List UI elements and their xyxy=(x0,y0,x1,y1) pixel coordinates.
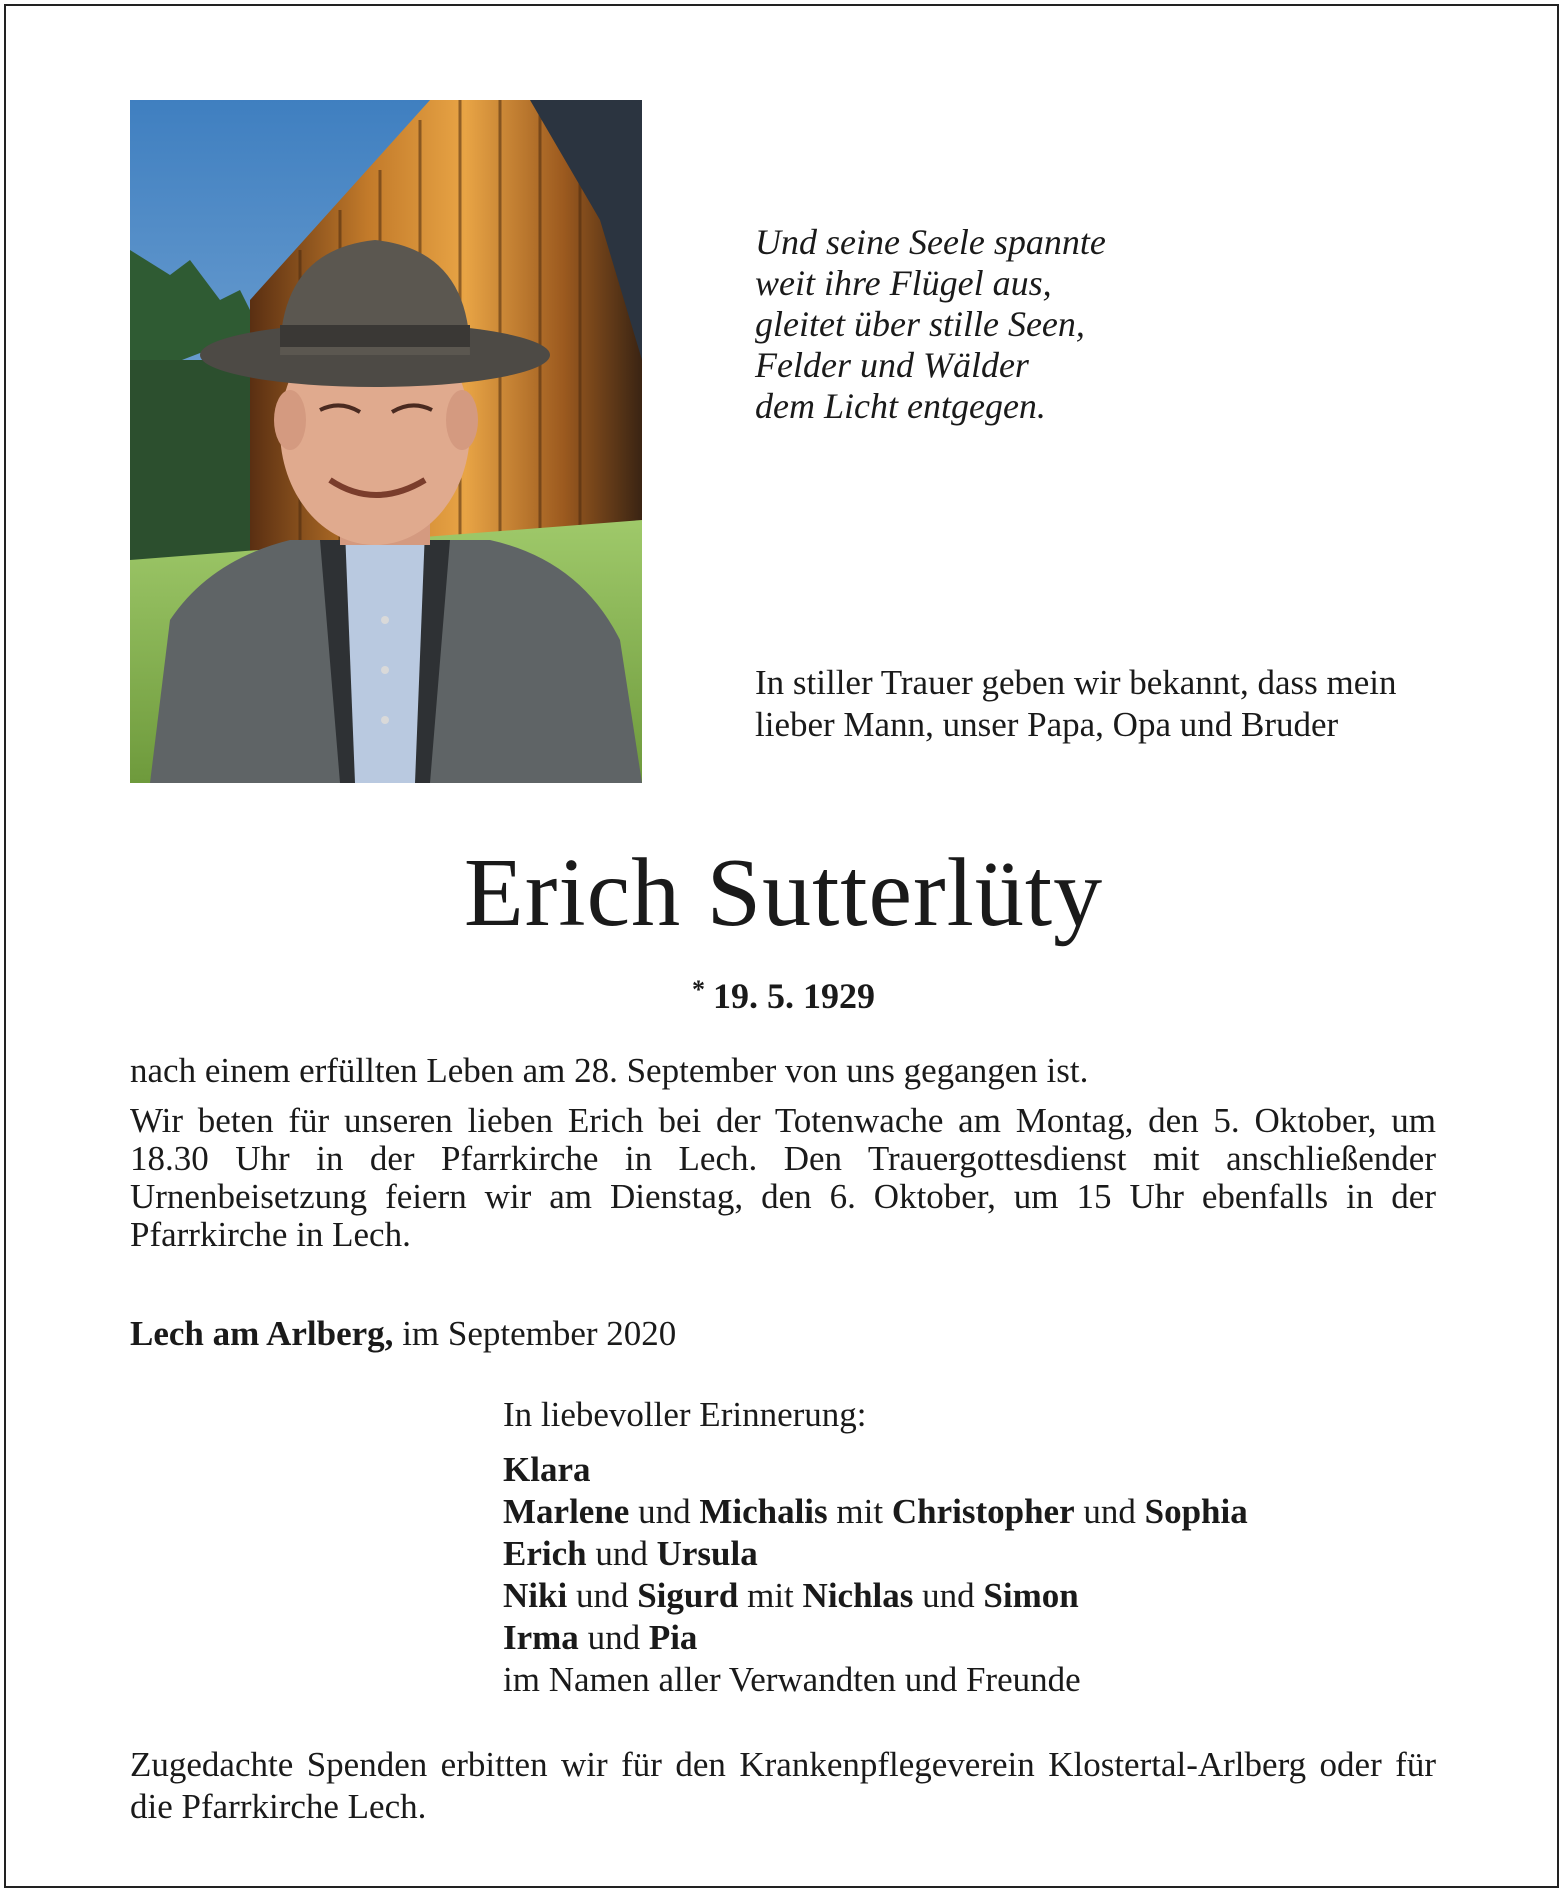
family-line xyxy=(503,1491,1453,1533)
service-text: Wir beten für unseren lieben Erich bei der Totenwache am Montag, den 5. Oktober, um 18.30 Uhr in der Pfarrkirche in Lech. Den Trauergottesdienst mit anschließender Urnenbeisetzung feiern wir am Dienstag, den 6. Oktober, um 15 Uhr ebenfalls in der Pfarrkirche in Lech. xyxy=(130,1101,1436,1254)
family-name: Sigurd xyxy=(637,1576,739,1615)
family-line xyxy=(503,1449,1453,1491)
family-line xyxy=(503,1533,1453,1575)
family-name: Pia xyxy=(648,1618,698,1657)
family-name: Nichlas xyxy=(802,1576,914,1615)
family-line xyxy=(503,1617,1453,1659)
poem xyxy=(755,222,1275,427)
passing-text: nach einem erfüllten Leben am 28. September von uns gegangen ist. xyxy=(130,1051,1089,1090)
conjunction: und xyxy=(638,1492,691,1531)
conjunction: und xyxy=(587,1618,641,1657)
conjunction: und xyxy=(922,1576,975,1615)
poem-line: weit ihre Flügel aus, xyxy=(755,263,1052,303)
announcement-intro: In stiller Trauer geben wir bekannt, dass mein lieber Mann, unser Papa, Opa und Bruder xyxy=(755,663,1397,744)
conjunction: und xyxy=(575,1576,629,1615)
date: im September 2020 xyxy=(402,1314,677,1353)
conjunction: und xyxy=(1083,1492,1136,1531)
memory-heading: In liebevoller Erinnerung: xyxy=(503,1395,867,1434)
family-closing: im Namen aller Verwandten und Freunde xyxy=(503,1660,1081,1699)
family-line xyxy=(503,1575,1453,1617)
family-name: Niki xyxy=(503,1576,568,1615)
poem-line: dem Licht entgegen. xyxy=(755,386,1046,426)
poem-line: Und seine Seele spannte xyxy=(755,222,1106,262)
conjunction: und xyxy=(595,1534,648,1573)
portrait-photo xyxy=(130,100,642,783)
family-name: Irma xyxy=(503,1618,579,1657)
conjunction: mit xyxy=(836,1492,884,1531)
donation-note: Zugedachte Spenden erbitten wir für den Krankenpflegeverein Klostertal-Arlberg oder für die Pfarrkirche Lech. xyxy=(130,1745,1436,1826)
deceased-name: Erich Sutterlüty xyxy=(463,839,1104,947)
place-date xyxy=(130,1315,1436,1353)
conjunction: mit xyxy=(747,1576,794,1615)
poem-line: gleitet über stille Seen, xyxy=(755,304,1085,344)
birth-date-line xyxy=(0,968,1567,1018)
family-name: Klara xyxy=(503,1450,591,1489)
poem-line: Felder und Wälder xyxy=(755,345,1029,385)
birth-star-icon: * xyxy=(692,975,705,1004)
place: Lech am Arlberg, xyxy=(130,1314,394,1353)
family-name: Marlene xyxy=(503,1492,630,1531)
family-name: Michalis xyxy=(699,1492,828,1531)
family-name: Simon xyxy=(983,1576,1079,1615)
portrait-illustration xyxy=(130,100,642,783)
family-name: Ursula xyxy=(656,1534,758,1573)
family-name: Christopher xyxy=(891,1492,1075,1531)
birth-date: 19. 5. 1929 xyxy=(713,976,875,1016)
family-name: Erich xyxy=(503,1534,587,1573)
family-name: Sophia xyxy=(1144,1492,1248,1531)
